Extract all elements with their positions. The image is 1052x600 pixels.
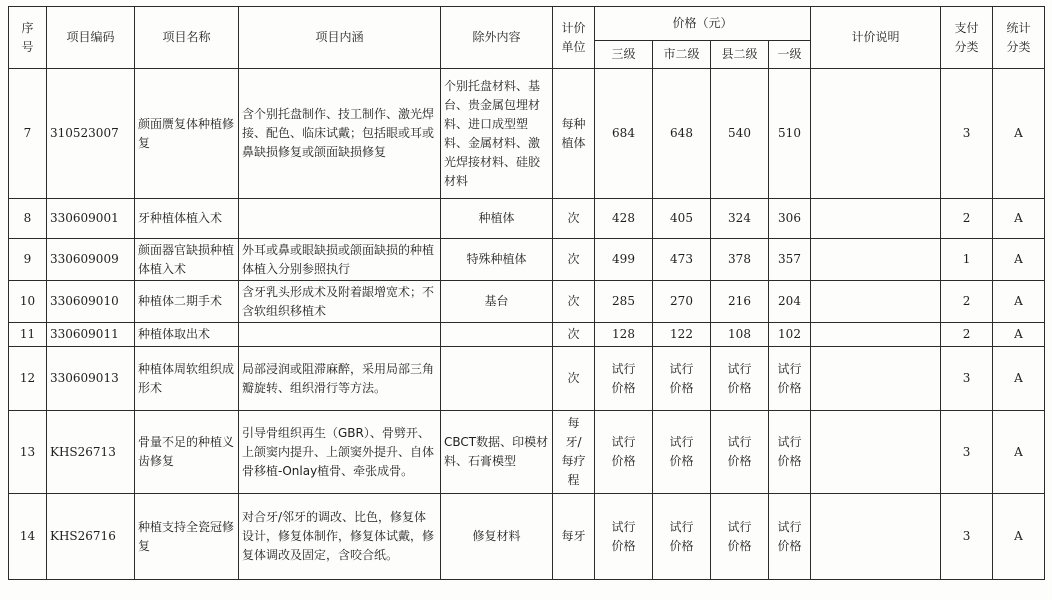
row-content: 引导骨组织再生（GBR）、骨劈开、上颌窦内提升、上颌窦外提升、自体骨移植-Onlay植骨、牵张成骨。 — [239, 411, 441, 494]
header-seq: 序号 — [9, 7, 47, 69]
row-price-level3: 试行价格 — [595, 347, 653, 411]
row-note — [811, 411, 941, 494]
row-exclusion: 基台 — [441, 281, 553, 323]
row-unit: 次 — [553, 323, 595, 347]
row-exclusion: 特殊种植体 — [441, 239, 553, 281]
row-price-city2: 648 — [653, 69, 711, 199]
row-code: 330609010 — [47, 281, 135, 323]
header-content: 项目内涵 — [239, 7, 441, 69]
row-price-level1: 102 — [769, 323, 811, 347]
row-unit: 次 — [553, 347, 595, 411]
header-row-1 — [9, 7, 1045, 41]
row-price-level3: 684 — [595, 69, 653, 199]
row-stat: A — [993, 494, 1045, 580]
row-name: 种植支持全瓷冠修复 — [135, 494, 239, 580]
row-note — [811, 347, 941, 411]
row-stat: A — [993, 347, 1045, 411]
row-seq: 9 — [9, 239, 47, 281]
row-price-county2: 试行价格 — [711, 347, 769, 411]
row-stat: A — [993, 239, 1045, 281]
row-payment: 3 — [941, 69, 993, 199]
header-exclusion: 除外内容 — [441, 7, 553, 69]
row-payment: 2 — [941, 323, 993, 347]
header-price-level: 市二级 — [653, 41, 711, 69]
row-price-county2: 108 — [711, 323, 769, 347]
table-row — [9, 494, 1045, 580]
row-seq: 12 — [9, 347, 47, 411]
row-content: 局部浸润或阻滞麻醉，采用局部三角瓣旋转、组织滑行等方法。 — [239, 347, 441, 411]
row-price-city2: 270 — [653, 281, 711, 323]
header-price-level: 县二级 — [711, 41, 769, 69]
row-note — [811, 494, 941, 580]
row-name: 种植体取出术 — [135, 323, 239, 347]
row-content: 含个别托盘制作、技工制作、激光焊接、配色、临床试戴；包括眼或耳或鼻缺损修复或颌面缺损修复 — [239, 69, 441, 199]
header-payment: 支付分类 — [941, 7, 993, 69]
row-content: 对合牙/邻牙的调改、比色，修复体设计，修复体制作，修复体试戴，修复体调改及固定，含咬合纸。 — [239, 494, 441, 580]
row-unit: 次 — [553, 239, 595, 281]
row-code: 330609001 — [47, 199, 135, 239]
row-stat: A — [993, 69, 1045, 199]
row-price-level1: 试行价格 — [769, 347, 811, 411]
row-price-level1: 306 — [769, 199, 811, 239]
row-content: 含牙乳头形成术及附着龈增宽术；不含软组织移植术 — [239, 281, 441, 323]
table-row — [9, 281, 1045, 323]
row-exclusion: 种植体 — [441, 199, 553, 239]
row-name: 种植体周软组织成形术 — [135, 347, 239, 411]
row-note — [811, 239, 941, 281]
header-unit: 计价单位 — [553, 7, 595, 69]
row-price-level1: 试行价格 — [769, 494, 811, 580]
table-row — [9, 411, 1045, 494]
row-code: 330609011 — [47, 323, 135, 347]
row-unit: 每牙/每疗程 — [553, 411, 595, 494]
row-code: KHS26713 — [47, 411, 135, 494]
header-name: 项目名称 — [135, 7, 239, 69]
table-row — [9, 69, 1045, 199]
row-seq: 11 — [9, 323, 47, 347]
row-stat: A — [993, 281, 1045, 323]
row-payment: 2 — [941, 281, 993, 323]
row-name: 种植体二期手术 — [135, 281, 239, 323]
row-payment: 3 — [941, 494, 993, 580]
row-name: 颜面赝复体种植修复 — [135, 69, 239, 199]
row-name: 牙种植体植入术 — [135, 199, 239, 239]
row-price-level3: 试行价格 — [595, 494, 653, 580]
header-price-level: 三级 — [595, 41, 653, 69]
row-price-level3: 285 — [595, 281, 653, 323]
row-stat: A — [993, 199, 1045, 239]
row-price-city2: 试行价格 — [653, 411, 711, 494]
row-stat: A — [993, 411, 1045, 494]
row-exclusion — [441, 323, 553, 347]
row-unit: 次 — [553, 281, 595, 323]
row-code: KHS26716 — [47, 494, 135, 580]
row-price-city2: 试行价格 — [653, 494, 711, 580]
row-price-level1: 试行价格 — [769, 411, 811, 494]
row-code: 330609013 — [47, 347, 135, 411]
row-seq: 13 — [9, 411, 47, 494]
row-note — [811, 199, 941, 239]
row-note — [811, 323, 941, 347]
row-content — [239, 323, 441, 347]
row-note — [811, 69, 941, 199]
row-payment: 3 — [941, 411, 993, 494]
header-code: 项目编码 — [47, 7, 135, 69]
row-stat: A — [993, 323, 1045, 347]
row-seq: 14 — [9, 494, 47, 580]
table-row — [9, 239, 1045, 281]
row-content — [239, 199, 441, 239]
row-price-city2: 122 — [653, 323, 711, 347]
row-seq: 8 — [9, 199, 47, 239]
row-note — [811, 281, 941, 323]
header-price-group: 价格（元） — [595, 7, 811, 41]
row-exclusion — [441, 347, 553, 411]
row-price-county2: 试行价格 — [711, 411, 769, 494]
header-stat: 统计分类 — [993, 7, 1045, 69]
medical-fee-table — [8, 6, 1045, 580]
row-price-city2: 473 — [653, 239, 711, 281]
row-unit: 每牙 — [553, 494, 595, 580]
row-price-county2: 540 — [711, 69, 769, 199]
row-price-level3: 试行价格 — [595, 411, 653, 494]
row-price-county2: 试行价格 — [711, 494, 769, 580]
table-row — [9, 199, 1045, 239]
row-content: 外耳或鼻或眼缺损或颌面缺损的种植体植入分别参照执行 — [239, 239, 441, 281]
row-price-city2: 405 — [653, 199, 711, 239]
row-price-level3: 428 — [595, 199, 653, 239]
row-code: 330609009 — [47, 239, 135, 281]
row-payment: 2 — [941, 199, 993, 239]
row-price-level3: 499 — [595, 239, 653, 281]
row-name: 骨量不足的种植义齿修复 — [135, 411, 239, 494]
row-price-level1: 204 — [769, 281, 811, 323]
row-name: 颜面器官缺损种植体植入术 — [135, 239, 239, 281]
row-exclusion: CBCT数据、印模材料、石膏模型 — [441, 411, 553, 494]
header-note: 计价说明 — [811, 7, 941, 69]
row-seq: 10 — [9, 281, 47, 323]
row-price-level3: 128 — [595, 323, 653, 347]
row-exclusion: 个别托盘材料、基台、贵金属包埋材料、进口成型塑料、金属材料、激光焊接材料、硅胶材料 — [441, 69, 553, 199]
table-row — [9, 323, 1045, 347]
row-price-level1: 357 — [769, 239, 811, 281]
row-unit: 每种植体 — [553, 69, 595, 199]
row-price-county2: 324 — [711, 199, 769, 239]
row-payment: 3 — [941, 347, 993, 411]
row-code: 310523007 — [47, 69, 135, 199]
row-price-level1: 510 — [769, 69, 811, 199]
row-price-county2: 378 — [711, 239, 769, 281]
row-price-city2: 试行价格 — [653, 347, 711, 411]
header-price-level: 一级 — [769, 41, 811, 69]
row-price-county2: 216 — [711, 281, 769, 323]
row-unit: 次 — [553, 199, 595, 239]
table-row — [9, 347, 1045, 411]
row-exclusion: 修复材料 — [441, 494, 553, 580]
row-payment: 1 — [941, 239, 993, 281]
row-seq: 7 — [9, 69, 47, 199]
